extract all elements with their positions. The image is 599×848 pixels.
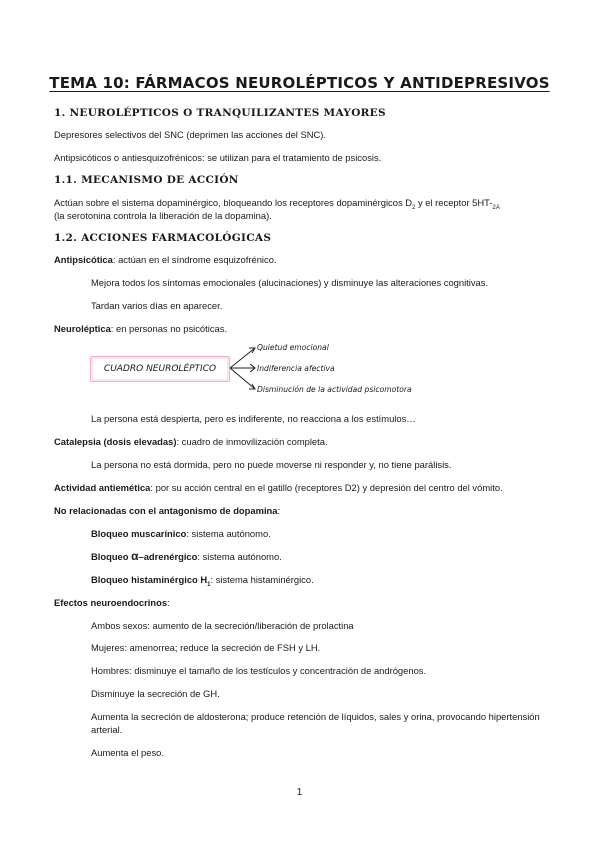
paragraph: Aumenta el peso. — [91, 747, 164, 758]
text: Actúan sobre el sistema dopaminérgico, bloqueando los receptores dopaminérgicos D — [54, 197, 413, 208]
term: –adrenérgico — [138, 551, 198, 562]
text: : en personas no psicóticas. — [110, 323, 228, 334]
section-1-heading: 1. NEUROLÉPTICOS O TRANQUILIZANTES MAYORES — [54, 107, 386, 119]
page-title: TEMA 10: FÁRMACOS NEUROLÉPTICOS Y ANTIDEPRESIVOS — [49, 74, 550, 92]
term: Neuroléptica — [54, 323, 111, 334]
term: Actividad antiemética — [54, 482, 151, 493]
paragraph: Antipsicóticos o antiesquizofrénicos: se utilizan para el tratamiento de psicosis. — [54, 152, 382, 163]
paragraph — [91, 550, 282, 563]
text: : — [277, 505, 281, 516]
paragraph — [54, 481, 503, 494]
text: : sistema histaminérgico. — [210, 574, 314, 585]
text: : — [167, 597, 170, 608]
paragraph: Ambos sexos: aumento de la secreción/liberación de prolactina — [91, 620, 354, 631]
paragraph: Hombres: disminuye el tamaño de los testículos y concentración de andrógenos. — [91, 665, 427, 676]
neuroleptic-diagram — [90, 339, 410, 401]
section-1-2-heading: 1.2. ACCIONES FARMACOLÓGICAS — [54, 232, 272, 244]
text: : sistema autónomo. — [186, 528, 271, 539]
paragraph — [54, 504, 280, 517]
text: : actúan en el síndrome esquizofrénico. — [112, 254, 277, 265]
alpha-symbol: α — [131, 549, 139, 563]
subscript: 1 — [207, 581, 211, 588]
subscript: 2 — [412, 204, 416, 211]
paragraph: Mujeres: amenorrea; reduce la secreción de FSH y LH. — [91, 642, 321, 653]
subscript: 2A — [492, 204, 500, 211]
section-1-1-heading: 1.1. MECANISMO DE ACCIÓN — [54, 174, 239, 186]
term: Bloqueo histaminérgico H — [91, 574, 208, 585]
diagram-item: Indiferencia afectiva — [257, 364, 335, 373]
paragraph: (la serotonina controla la liberación de la dopamina). — [54, 210, 272, 221]
paragraph: La persona no está dormida, pero no puede moverse ni responder y, no tiene parálisis. — [91, 459, 452, 470]
paragraph — [54, 596, 170, 609]
term: No relacionadas con el antagonismo de dopamina — [54, 505, 278, 516]
paragraph — [54, 322, 227, 335]
text: : sistema autónomo. — [197, 551, 282, 562]
paragraph: Mejora todos los síntomas emocionales (alucinaciones) y disminuye las alteraciones cognitivas. — [91, 277, 489, 288]
paragraph — [91, 527, 271, 540]
term: Antipsicótica — [54, 254, 113, 265]
paragraph: Disminuye la secreción de GH. — [91, 688, 220, 699]
diagram-item: Disminución de la actividad psicomotora — [257, 385, 412, 394]
paragraph — [54, 435, 328, 448]
term: Bloqueo — [91, 551, 132, 562]
paragraph — [54, 253, 277, 266]
paragraph: Tardan varios días en aparecer. — [91, 300, 223, 311]
text: : por su acción central en el gatillo (receptores D2) y depresión del centro del vómito. — [150, 482, 503, 493]
paragraph: La persona está despierta, pero es indiferente, no reacciona a los estímulos… — [91, 413, 416, 424]
diagram-arrows — [228, 339, 258, 401]
paragraph: Depresores selectivos del SNC (deprimen las acciones del SNC). — [54, 129, 326, 140]
text: : cuadro de inmovilización completa. — [176, 436, 328, 447]
text: y el receptor 5HT- — [415, 197, 493, 208]
term: Bloqueo muscarínico — [91, 528, 187, 539]
diagram-box: CUADRO NEUROLÉPTICO — [90, 356, 230, 382]
term: Efectos neuroendocrinos — [54, 597, 168, 608]
paragraph: Aumenta la secreción de aldosterona; produce retención de líquidos, sales y orina, provocando hipertensión arterial. — [91, 711, 540, 735]
term: Catalepsia (dosis elevadas) — [54, 436, 177, 447]
page-number: 1 — [296, 787, 303, 798]
diagram-item: Quietud emocional — [257, 343, 329, 352]
paragraph — [91, 573, 314, 592]
